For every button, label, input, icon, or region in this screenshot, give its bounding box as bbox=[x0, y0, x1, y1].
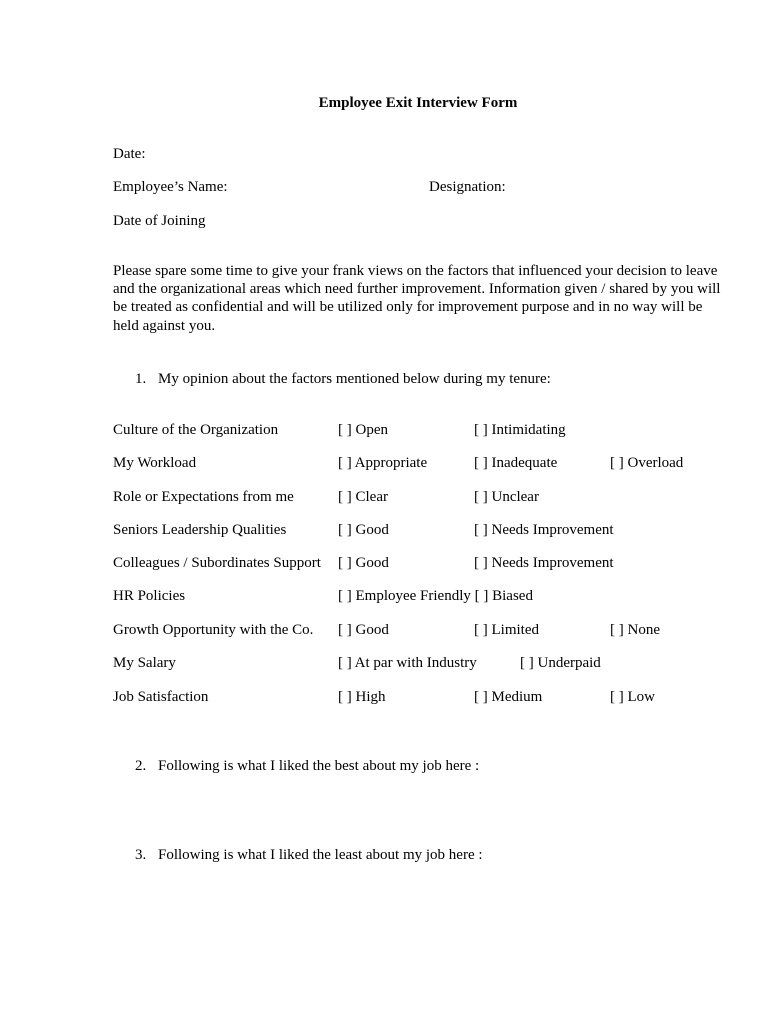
factor-option-checkbox[interactable]: [ ] At par with Industry bbox=[338, 655, 477, 671]
factor-option-checkbox[interactable]: [ ] Inadequate bbox=[474, 455, 558, 471]
question-number: 2. bbox=[135, 758, 147, 774]
factor-option-checkbox[interactable]: [ ] Open bbox=[338, 422, 388, 438]
factor-row bbox=[0, 488, 768, 506]
question-text: My opinion about the factors mentioned below during my tenure: bbox=[158, 371, 551, 387]
factor-label: My Salary bbox=[113, 655, 176, 671]
factor-option-checkbox[interactable]: [ ] Good bbox=[338, 622, 389, 638]
factor-label: HR Policies bbox=[113, 588, 186, 604]
factor-option-checkbox[interactable]: [ ] Employee Friendly [ ] Biased bbox=[338, 588, 533, 604]
factor-label: Job Satisfaction bbox=[113, 689, 209, 705]
question-number: 1. bbox=[135, 371, 147, 387]
factor-option-checkbox[interactable]: [ ] High bbox=[338, 689, 386, 705]
intro-paragraph: Please spare some time to give your frank views on the factors that influenced your decision to leave and the organizational areas which need further improvement. Information given / shared by you will be treated as confidential and will be utilized only for improvement purpose and in no way will be held against you. bbox=[113, 263, 721, 334]
date-label: Date: bbox=[113, 146, 146, 162]
factor-row bbox=[0, 554, 768, 572]
factor-option-checkbox[interactable]: [ ] Underpaid bbox=[520, 655, 601, 671]
question-text: Following is what I liked the best about my job here : bbox=[158, 758, 480, 774]
employee-name-label: Employee’s Name: bbox=[113, 179, 228, 195]
factor-label: Colleagues / Subordinates Support bbox=[113, 555, 321, 571]
factor-label: Growth Opportunity with the Co. bbox=[113, 622, 314, 638]
factor-option-checkbox[interactable]: [ ] Limited bbox=[474, 622, 539, 638]
factor-label: My Workload bbox=[113, 455, 197, 471]
factor-option-checkbox[interactable]: [ ] Overload bbox=[610, 455, 684, 471]
factor-option-checkbox[interactable]: [ ] Good bbox=[338, 555, 389, 571]
factor-row bbox=[0, 654, 768, 672]
factor-option-checkbox[interactable]: [ ] None bbox=[610, 622, 660, 638]
factor-option-checkbox[interactable]: [ ] Clear bbox=[338, 489, 388, 505]
factor-option-checkbox[interactable]: [ ] Intimidating bbox=[474, 422, 566, 438]
factor-label: Culture of the Organization bbox=[113, 422, 279, 438]
designation-label: Designation: bbox=[429, 179, 506, 195]
date-of-joining-label: Date of Joining bbox=[113, 213, 206, 229]
factor-option-checkbox[interactable]: [ ] Needs Improvement bbox=[474, 522, 614, 538]
factor-label: Seniors Leadership Qualities bbox=[113, 522, 287, 538]
factor-row bbox=[0, 688, 768, 706]
factor-row bbox=[0, 587, 768, 605]
factor-label: Role or Expectations from me bbox=[113, 489, 294, 505]
factor-option-checkbox[interactable]: [ ] Needs Improvement bbox=[474, 555, 614, 571]
question-number: 3. bbox=[135, 847, 147, 863]
factor-option-checkbox[interactable]: [ ] Unclear bbox=[474, 489, 539, 505]
factor-option-checkbox[interactable]: [ ] Low bbox=[610, 689, 655, 705]
factor-row bbox=[0, 521, 768, 539]
factor-option-checkbox[interactable]: [ ] Good bbox=[338, 522, 389, 538]
factor-row bbox=[0, 621, 768, 639]
form-title: Employee Exit Interview Form bbox=[318, 95, 518, 111]
factor-row bbox=[0, 454, 768, 472]
question-text: Following is what I liked the least about my job here : bbox=[158, 847, 483, 863]
factor-option-checkbox[interactable]: [ ] Medium bbox=[474, 689, 543, 705]
factor-row bbox=[0, 421, 768, 439]
factor-option-checkbox[interactable]: [ ] Appropriate bbox=[338, 455, 428, 471]
